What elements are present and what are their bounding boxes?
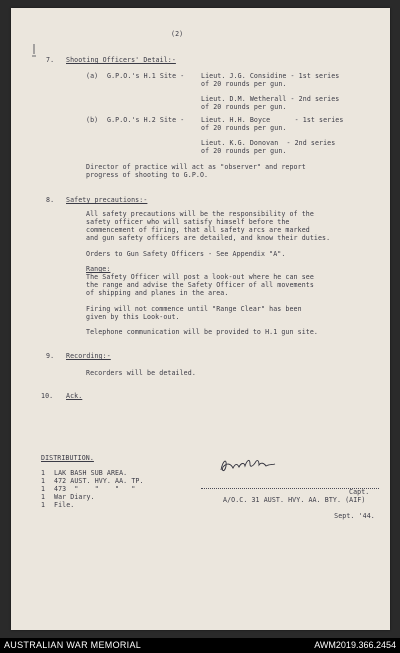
recorders-text: Recorders will be detailed. bbox=[86, 369, 196, 377]
range-text-3: of shipping and planes in the area. bbox=[86, 289, 229, 297]
section-10-number: 10. bbox=[41, 392, 54, 400]
officer-a2-rounds: of 20 rounds per gun. bbox=[201, 103, 287, 111]
director-text-1: Director of practice will act as "observer" and report bbox=[86, 163, 306, 171]
section-9-number: 9. bbox=[46, 352, 55, 360]
officer-b1-rounds: of 20 rounds per gun. bbox=[201, 124, 287, 132]
officer-b1: Lieut. H.H. Boyce - 1st series bbox=[201, 116, 344, 124]
document-page bbox=[11, 8, 390, 630]
director-text-2: progress of shooting to G.P.O. bbox=[86, 171, 209, 179]
range-heading: Range: bbox=[86, 265, 111, 273]
safety-para-3: commencement of firing, that all safety arcs are marked bbox=[86, 226, 310, 234]
distribution-item: 473 " " " " bbox=[54, 485, 136, 493]
page-number: (2) bbox=[171, 30, 184, 38]
signature-date: Sept. '44. bbox=[326, 512, 375, 520]
distribution-item: File. bbox=[54, 501, 75, 509]
signature-rank: Capt. bbox=[349, 488, 370, 496]
safety-para-4: and gun safety officers are detailed, and know their duties. bbox=[86, 234, 331, 242]
footer-accession-number: AWM2019.366.2454 bbox=[314, 640, 396, 650]
distribution-qty: 1 bbox=[41, 469, 46, 477]
section-8-number: 8. bbox=[46, 196, 55, 204]
item-a-site: G.P.O.'s H.1 Site - bbox=[107, 72, 185, 80]
officer-a1: Lieut. J.G. Considine - 1st series bbox=[201, 72, 340, 80]
distribution-heading: DISTRIBUTION. bbox=[41, 454, 94, 462]
telephone-text: Telephone communication will be provided to H.1 gun site. bbox=[86, 328, 318, 336]
distribution-qty: 1 bbox=[41, 485, 46, 493]
firing-text-1: Firing will not commence until "Range Clear" has been bbox=[86, 305, 302, 313]
handwritten-signature bbox=[217, 454, 277, 476]
range-text-1: The Safety Officer will post a look-out where he can see bbox=[86, 273, 314, 281]
officer-b2-rounds: of 20 rounds per gun. bbox=[201, 147, 287, 155]
section-10-heading: Ack. bbox=[66, 392, 83, 400]
officer-a1-rounds: of 20 rounds per gun. bbox=[201, 80, 287, 88]
distribution-qty: 1 bbox=[41, 501, 46, 509]
firing-text-2: given by this Look-out. bbox=[86, 313, 180, 321]
section-9-heading: Recording:- bbox=[66, 352, 111, 360]
distribution-qty: 1 bbox=[41, 493, 46, 501]
distribution-item: War Diary. bbox=[54, 493, 95, 501]
distribution-qty: 1 bbox=[41, 477, 46, 485]
officer-b2: Lieut. K.G. Donovan - 2nd series bbox=[201, 139, 336, 147]
distribution-item: 472 AUST. HVY. AA. TP. bbox=[54, 477, 144, 485]
distribution-item: LAK BASH SUB AREA. bbox=[54, 469, 128, 477]
section-7-heading: Shooting Officers' Detail:- bbox=[66, 56, 176, 64]
range-text-2: the range and advise the Safety Officer of all movements bbox=[86, 281, 314, 289]
item-a-label: (a) bbox=[86, 72, 99, 80]
section-7-number: 7. bbox=[46, 56, 55, 64]
archive-footer bbox=[0, 638, 400, 653]
margin-tick-mark bbox=[31, 44, 37, 58]
footer-institution: AUSTRALIAN WAR MEMORIAL bbox=[4, 640, 142, 650]
signature-unit: A/O.C. 31 AUST. HVY. AA. BTY. (AIF) bbox=[223, 496, 366, 504]
safety-para-2: safety officer who will satisfy himself before the bbox=[86, 218, 290, 226]
item-b-site: G.P.O.'s H.2 Site - bbox=[107, 116, 185, 124]
section-8-heading: Safety precautions:- bbox=[66, 196, 148, 204]
orders-line: Orders to Gun Safety Officers - See Appendix "A". bbox=[86, 250, 286, 258]
item-b-label: (b) bbox=[86, 116, 99, 124]
safety-para-1: All safety precautions will be the responsibility of the bbox=[86, 210, 314, 218]
officer-a2: Lieut. D.M. Wetherall - 2nd series bbox=[201, 95, 340, 103]
